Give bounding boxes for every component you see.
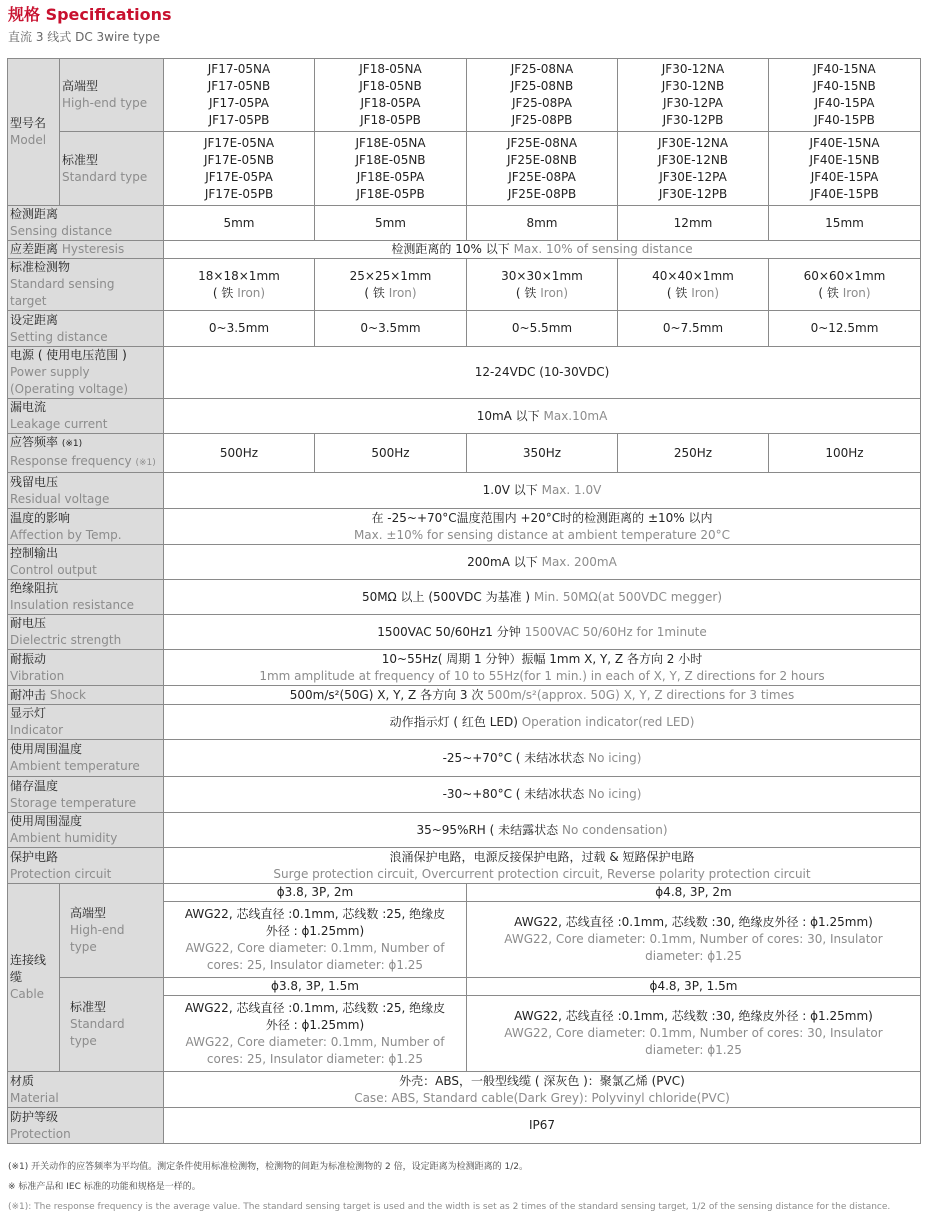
protection-circuit-label: 保护电路 Protection circuit	[8, 848, 164, 884]
vibration-value: 10~55Hz( 周期 1 分钟）振幅 1mm X, Y, Z 各方向 2 小时 1mm amplitude at frequency of 10 to 55Hz(for 1 min.) in each of X, Y, Z directions for 2 hours	[164, 650, 921, 686]
protection-circuit-row	[8, 848, 921, 884]
response-frequency-value: 350Hz	[467, 434, 618, 473]
sensing-target-value: 30×30×1mm ( 铁 Iron)	[467, 259, 618, 311]
model-cell: JF25-08NA JF25-08NB JF25-08PA JF25-08PB	[467, 59, 618, 132]
insulation-value: 50MΩ 以上 (500VDC 为基准 ) Min. 50MΩ(at 500VDC megger)	[164, 580, 921, 615]
response-frequency-value: 100Hz	[769, 434, 921, 473]
cable-standard-label: 标准型 Standard type	[60, 978, 164, 1072]
protection-row	[8, 1108, 921, 1144]
cable-high-end-label: 高端型 High-end type	[60, 884, 164, 978]
sensing-distance-value: 15mm	[769, 206, 921, 241]
residual-voltage-label: 残留电压 Residual voltage	[8, 473, 164, 509]
standard-type-en: Standard type	[62, 169, 148, 184]
setting-distance-label: 设定距离 Setting distance	[8, 311, 164, 347]
high-end-type-label	[60, 59, 164, 132]
residual-voltage-value: 1.0V 以下 Max. 1.0V	[164, 473, 921, 509]
vibration-label: 耐振动 Vibration	[8, 650, 164, 686]
indicator-row	[8, 705, 921, 740]
ambient-temperature-label: 使用周围温度 Ambient temperature	[8, 740, 164, 777]
model-label	[8, 59, 60, 206]
dielectric-label: 耐电压 Dielectric strength	[8, 615, 164, 650]
storage-temperature-label: 储存温度 Storage temperature	[8, 777, 164, 813]
hysteresis-value: 检测距离的 10% 以下 Max. 10% of sensing distance	[164, 241, 921, 259]
dielectric-row	[8, 615, 921, 650]
material-value: 外壳：ABS，一般型线缆 ( 深灰色 )：聚氯乙烯 (PVC) Case: ABS, Standard cable(Dark Grey): Polyvinyl chloride(PVC)	[164, 1072, 921, 1108]
indicator-value: 动作指示灯 ( 红色 LED) Operation indicator(red LED)	[164, 705, 921, 740]
model-standard-row	[8, 132, 921, 206]
protection-circuit-value: 浪涌保护电路，电源反接保护电路，过载 & 短路保护电路 Surge protection circuit, Overcurrent protection circuit, Reverse polarity protection circuit	[164, 848, 921, 884]
material-label: 材质 Material	[8, 1072, 164, 1108]
power-supply-value: 12-24VDC (10-30VDC)	[164, 347, 921, 399]
sensing-distance-row	[8, 206, 921, 241]
insulation-row	[8, 580, 921, 615]
setting-distance-value: 0~12.5mm	[769, 311, 921, 347]
setting-distance-value: 0~7.5mm	[618, 311, 769, 347]
shock-row	[8, 686, 921, 705]
page-subtitle: 直流 3 线式 DC 3wire type	[8, 30, 160, 44]
storage-temperature-row	[8, 777, 921, 813]
control-output-row	[8, 545, 921, 580]
cable-standard-right-detail: AWG22, 芯线直径 :0.1mm, 芯线数 :30, 绝缘皮外径 : ϕ1.25mm) AWG22, Core diameter: 0.1mm, Number of cores: 30, Insulator diameter: ϕ1.25	[467, 996, 921, 1072]
ambient-temperature-value: -25~+70°C ( 未结冰状态 No icing)	[164, 740, 921, 777]
setting-distance-row	[8, 311, 921, 347]
residual-voltage-row	[8, 473, 921, 509]
footnote-3: (※1): The response frequency is the average value. The standard sensing target is used and the width is set as 2 times of the standard sensing target, 1/2 of the sensing distance for the distance.	[8, 1202, 891, 1212]
hysteresis-label: 应差距离 Hysteresis	[8, 241, 164, 259]
humidity-value: 35~95%RH ( 未结露状态 No condensation)	[164, 813, 921, 848]
ambient-temperature-row	[8, 740, 921, 777]
hysteresis-row	[8, 241, 921, 259]
model-cell: JF40E-15NA JF40E-15NB JF40E-15PA JF40E-15PB	[769, 132, 921, 206]
cable-high-end-right-spec: ϕ4.8, 3P, 2m	[467, 884, 921, 902]
cable-standard-left-detail: AWG22, 芯线直径 :0.1mm, 芯线数 :25, 绝缘皮 外径 : ϕ1.25mm) AWG22, Core diameter: 0.1mm, Number of cores: 25, Insulator diameter: ϕ1.25	[164, 996, 467, 1072]
material-row	[8, 1072, 921, 1108]
cable-label: 连接线缆 Cable	[8, 884, 60, 1072]
standard-type-cn: 标准型	[62, 152, 99, 167]
standard-type-label	[60, 132, 164, 206]
high-end-type-cn: 高端型	[62, 79, 99, 93]
sensing-distance-value: 5mm	[315, 206, 467, 241]
sensing-target-row	[8, 259, 921, 311]
footnote-1: (※1) 开关动作的应答频率为平均值。测定条件使用标准检测物，检测物的间距为标准检测物的 2 倍，设定距离为检测距离的 1/2。	[8, 1162, 528, 1172]
protection-value: IP67	[164, 1108, 921, 1144]
sensing-target-value: 25×25×1mm ( 铁 Iron)	[315, 259, 467, 311]
shock-label: 耐冲击 Shock	[8, 686, 164, 705]
model-cell: JF30E-12NA JF30E-12NB JF30E-12PA JF30E-12PB	[618, 132, 769, 206]
temp-affection-label: 温度的影响 Affection by Temp.	[8, 509, 164, 545]
response-frequency-label: 应答频率 (※1) Response frequency (※1)	[8, 434, 164, 473]
power-supply-label: 电源 ( 使用电压范围 ) Power supply (Operating voltage)	[8, 347, 164, 399]
model-cell: JF17E-05NA JF17E-05NB JF17E-05PA JF17E-05PB	[164, 132, 315, 206]
model-cell: JF30-12NA JF30-12NB JF30-12PA JF30-12PB	[618, 59, 769, 132]
model-cell: JF25E-08NA JF25E-08NB JF25E-08PA JF25E-08PB	[467, 132, 618, 206]
leakage-row	[8, 399, 921, 434]
sensing-distance-value: 12mm	[618, 206, 769, 241]
vibration-row	[8, 650, 921, 686]
leakage-label: 漏电流 Leakage current	[8, 399, 164, 434]
cable-high-end-spec-row	[8, 884, 921, 902]
response-frequency-value: 500Hz	[164, 434, 315, 473]
setting-distance-value: 0~5.5mm	[467, 311, 618, 347]
dielectric-value: 1500VAC 50/60Hz1 分钟 1500VAC 50/60Hz for 1minute	[164, 615, 921, 650]
temp-affection-row	[8, 509, 921, 545]
sensing-distance-value: 8mm	[467, 206, 618, 241]
cable-high-end-left-spec: ϕ3.8, 3P, 2m	[164, 884, 467, 902]
model-high-end-row	[8, 59, 921, 132]
humidity-row	[8, 813, 921, 848]
footnotes	[8, 1160, 920, 1214]
model-label-en: Model	[10, 133, 47, 147]
spec-table	[7, 58, 921, 1144]
sensing-target-value: 40×40×1mm ( 铁 Iron)	[618, 259, 769, 311]
high-end-type-en: High-end type	[62, 96, 148, 110]
control-output-label: 控制输出 Control output	[8, 545, 164, 580]
sensing-distance-label: 检测距离 Sensing distance	[8, 206, 164, 241]
footnote-2: ※ 标准产品和 IEC 标准的功能和规格是一样的。	[8, 1182, 201, 1192]
model-label-cn: 型号名	[10, 116, 47, 130]
power-supply-row	[8, 347, 921, 399]
sensing-distance-value: 5mm	[164, 206, 315, 241]
cable-standard-right-spec: ϕ4.8, 3P, 1.5m	[467, 978, 921, 996]
temp-affection-value: 在 -25~+70°C温度范围内 +20°C时的检测距离的 ±10% 以内 Max. ±10% for sensing distance at ambient temperature 20°C	[164, 509, 921, 545]
control-output-value: 200mA 以下 Max. 200mA	[164, 545, 921, 580]
sensing-target-label: 标准检测物 Standard sensing target	[8, 259, 164, 311]
response-frequency-value: 250Hz	[618, 434, 769, 473]
cable-standard-spec-row	[8, 978, 921, 996]
humidity-label: 使用周围湿度 Ambient humidity	[8, 813, 164, 848]
storage-temperature-value: -30~+80°C ( 未结冰状态 No icing)	[164, 777, 921, 813]
cable-high-end-left-detail: AWG22, 芯线直径 :0.1mm, 芯线数 :25, 绝缘皮 外径 : ϕ1.25mm) AWG22, Core diameter: 0.1mm, Number of cores: 25, Insulator diameter: ϕ1.25	[164, 902, 467, 978]
shock-value: 500m/s²(50G) X, Y, Z 各方向 3 次 500m/s²(approx. 50G) X, Y, Z directions for 3 times	[164, 686, 921, 705]
setting-distance-value: 0~3.5mm	[164, 311, 315, 347]
model-cell: JF18-05NA JF18-05NB JF18-05PA JF18-05PB	[315, 59, 467, 132]
leakage-value: 10mA 以下 Max.10mA	[164, 399, 921, 434]
indicator-label: 显示灯 Indicator	[8, 705, 164, 740]
response-frequency-row	[8, 434, 921, 473]
page-title: 规格 Specifications	[8, 5, 172, 24]
sensing-target-value: 18×18×1mm ( 铁 Iron)	[164, 259, 315, 311]
model-cell: JF17-05NA JF17-05NB JF17-05PA JF17-05PB	[164, 59, 315, 132]
model-cell: JF40-15NA JF40-15NB JF40-15PA JF40-15PB	[769, 59, 921, 132]
cable-high-end-right-detail: AWG22, 芯线直径 :0.1mm, 芯线数 :30, 绝缘皮外径 : ϕ1.25mm) AWG22, Core diameter: 0.1mm, Number of cores: 30, Insulator diameter: ϕ1.25	[467, 902, 921, 978]
protection-label: 防护等级 Protection	[8, 1108, 164, 1144]
insulation-label: 绝缘阻抗 Insulation resistance	[8, 580, 164, 615]
response-frequency-value: 500Hz	[315, 434, 467, 473]
sensing-target-value: 60×60×1mm ( 铁 Iron)	[769, 259, 921, 311]
cable-standard-left-spec: ϕ3.8, 3P, 1.5m	[164, 978, 467, 996]
model-cell: JF18E-05NA JF18E-05NB JF18E-05PA JF18E-05PB	[315, 132, 467, 206]
setting-distance-value: 0~3.5mm	[315, 311, 467, 347]
